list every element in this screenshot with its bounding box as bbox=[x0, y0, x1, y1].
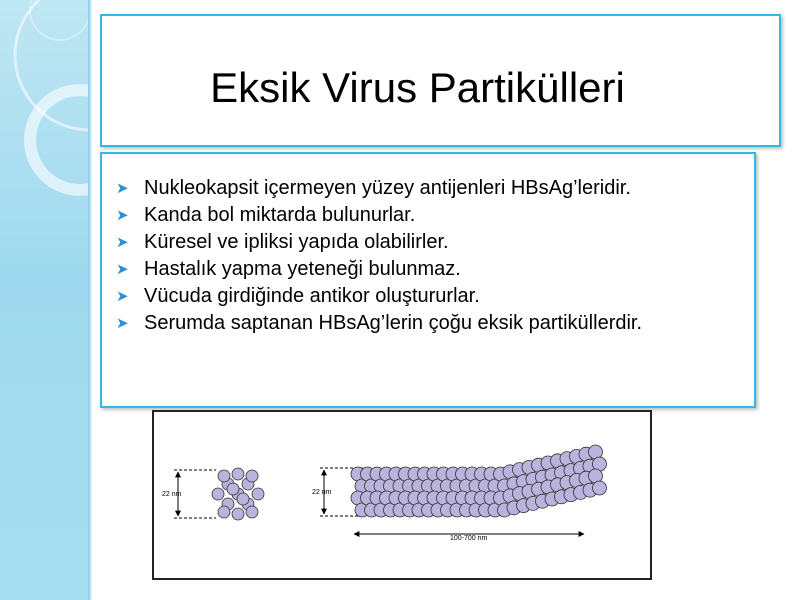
particle-diagram bbox=[154, 412, 650, 578]
subunit-bead bbox=[252, 488, 264, 500]
subunit-bead bbox=[218, 506, 230, 518]
title-box bbox=[100, 14, 781, 147]
filament-length-label: 100-700 nm bbox=[450, 535, 488, 542]
bullet-text: Kanda bol miktarda bulunurlar. bbox=[144, 204, 416, 226]
bullet-item bbox=[116, 178, 736, 198]
bullet-arrow-icon: ➤ bbox=[116, 207, 129, 224]
bullet-arrow-icon: ➤ bbox=[116, 288, 129, 305]
subunit-bead bbox=[232, 508, 244, 520]
bullet-text: Vücuda girdiğinde antikor oluştururlar. bbox=[144, 285, 480, 307]
bullet-arrow-icon: ➤ bbox=[116, 180, 129, 197]
bullet-arrow-icon: ➤ bbox=[116, 315, 129, 332]
subunit-bead bbox=[227, 483, 239, 495]
subunit-bead bbox=[246, 506, 258, 518]
bullet-item bbox=[116, 232, 736, 252]
bullet-arrow-icon: ➤ bbox=[116, 234, 129, 251]
bullet-arrow-icon: ➤ bbox=[116, 261, 129, 278]
bullet-item bbox=[116, 259, 736, 279]
content-box bbox=[100, 152, 756, 408]
slide-title: Eksik Virus Partikülleri bbox=[210, 64, 625, 111]
bullet-list bbox=[116, 178, 736, 340]
subunit-bead bbox=[237, 493, 249, 505]
particle-figure bbox=[152, 410, 652, 580]
filament-height-label: 22 nm bbox=[312, 489, 332, 496]
sphere-size-label: 22 nm bbox=[162, 491, 182, 498]
bullet-item bbox=[116, 286, 736, 306]
subunit-bead bbox=[593, 481, 607, 495]
spherical-particle bbox=[212, 468, 264, 520]
subunit-bead bbox=[246, 470, 258, 482]
bullet-text: Nukleokapsit içermeyen yüzey antijenleri HBsAg’leridir. bbox=[144, 177, 631, 199]
filamentous-particle bbox=[351, 445, 607, 517]
bullet-text: Küresel ve ipliksi yapıda olabilirler. bbox=[144, 231, 449, 253]
subunit-bead bbox=[212, 488, 224, 500]
bullet-item bbox=[116, 205, 736, 225]
subunit-bead bbox=[218, 470, 230, 482]
subunit-bead bbox=[232, 468, 244, 480]
bullet-text: Serumda saptanan HBsAg’lerin çoğu eksik partiküllerdir. bbox=[144, 312, 643, 334]
bullet-text: Hastalık yapma yeteneği bulunmaz. bbox=[144, 258, 461, 280]
bullet-item bbox=[116, 313, 736, 333]
